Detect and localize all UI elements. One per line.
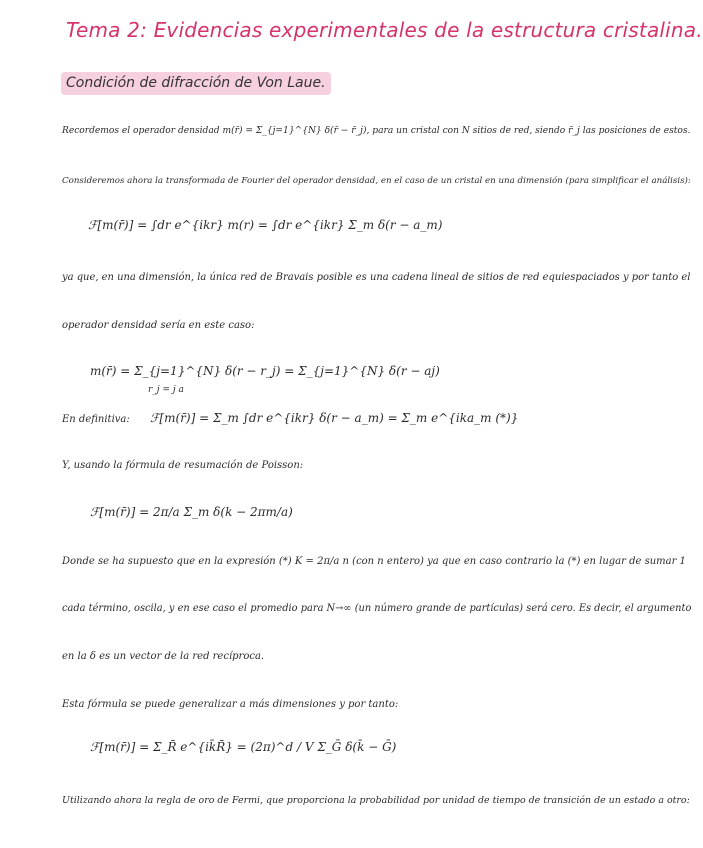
equation-density-1d-sub: r_j = j a xyxy=(148,385,184,395)
paragraph-fermi-rule: Utilizando ahora la regla de oro de Fermi, que proporciona la probabilidad por unidad de tiempo de transición de un estado a otro: xyxy=(62,795,690,806)
paragraph-generalize: Esta fórmula se puede generalizar a más dimensiones y por tanto: xyxy=(62,699,399,710)
page-title: Tema 2: Evidencias experimentales de la estructura cristalina. xyxy=(66,18,703,42)
paragraph-explanation-b: cada término, oscila, y en ese caso el promedio para N→∞ (un número grande de partículas) será cero. Es decir, el argumento xyxy=(62,603,692,614)
paragraph-explanation-c: en la δ es un vector de la red recíproca. xyxy=(62,651,265,662)
paragraph-density-operator: Recordemos el operador densidad m(r̄) = Σ_{j=1}^{N} δ(r̄ − r̄_j), para un cristal con N sitios de red, siendo r̄_j las posiciones de estos. xyxy=(62,126,691,136)
equation-fourier-1d: ℱ[m(r̄)] = ∫dr e^{ikr} m(r) = ∫dr e^{ikr} Σ_m δ(r − a_m) xyxy=(88,218,443,232)
label-en-definitiva: En definitiva: xyxy=(62,414,130,425)
paragraph-fourier-intro: Consideremos ahora la transformada de Fourier del operador densidad, en el caso de un cristal en una dimensión (para simplificar el análisis): xyxy=(62,176,691,186)
equation-density-1d: m(r̄) = Σ_{j=1}^{N} δ(r − r_j) = Σ_{j=1}^{N} δ(r − aj) xyxy=(90,364,440,378)
equation-poisson: ℱ[m(r̄)] = 2π/a Σ_m δ(k − 2πm/a) xyxy=(90,505,293,519)
paragraph-bravais-1d-a: ya que, en una dimensión, la única red de Bravais posible es una cadena lineal de sitios de red equiespaciados y por tanto el xyxy=(62,272,691,283)
paragraph-explanation-a: Donde se ha supuesto que en la expresión (*) K = 2π/a n (con n entero) ya que en caso contrario la (*) en lugar de sumar 1 xyxy=(62,556,686,567)
paragraph-bravais-1d-b: operador densidad sería en este caso: xyxy=(62,320,255,331)
equation-generalized: ℱ[m(r̄)] = Σ_R̄ e^{ik̄R̄} = (2π)^d / V Σ_Ḡ δ(k̄ − Ḡ) xyxy=(90,740,397,754)
paragraph-poisson: Y, usando la fórmula de resumación de Poisson: xyxy=(62,460,304,471)
equation-fourier-sum: ℱ[m(r̄)] = Σ_m ∫dr e^{ikr} δ(r − a_m) = Σ_m e^{ika_m (*)} xyxy=(150,411,519,425)
section-heading: Condición de difracción de Von Laue. xyxy=(61,72,331,95)
